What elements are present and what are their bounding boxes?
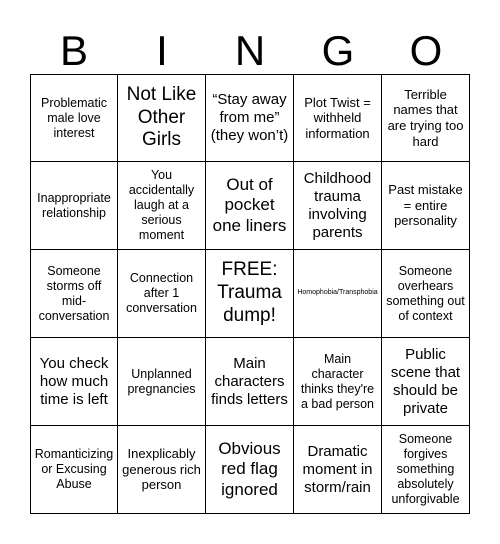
bingo-cell[interactable]: Main characters finds letters xyxy=(206,338,294,426)
header-letter-o: O xyxy=(409,27,443,74)
bingo-cell[interactable]: Dramatic moment in storm/rain xyxy=(294,426,382,514)
bingo-cell[interactable]: Someone overhears something out of context xyxy=(382,250,470,338)
bingo-cell[interactable]: Obvious red flag ignored xyxy=(206,426,294,514)
bingo-cell[interactable]: Someone forgives something absolutely unforgivable xyxy=(382,426,470,514)
bingo-cell[interactable]: Unplanned pregnancies xyxy=(118,338,206,426)
bingo-cell[interactable]: You check how much time is left xyxy=(30,338,118,426)
bingo-cell[interactable]: Homophobia/Transphobia xyxy=(294,250,382,338)
bingo-cell[interactable]: Out of pocket one liners xyxy=(206,162,294,250)
bingo-cell[interactable]: Past mistake = entire personality xyxy=(382,162,470,250)
header-letter-g: G xyxy=(321,27,355,74)
bingo-cell[interactable]: Not Like Other Girls xyxy=(118,74,206,162)
bingo-board xyxy=(30,74,470,514)
bingo-cell[interactable]: Romanticizing or Excusing Abuse xyxy=(30,426,118,514)
bingo-cell[interactable]: Someone storms off mid-conversation xyxy=(30,250,118,338)
bingo-cell[interactable]: You accidentally laugh at a serious moment xyxy=(118,162,206,250)
bingo-cell[interactable]: Inappropriate relationship xyxy=(30,162,118,250)
bingo-cell[interactable]: Connection after 1 conversation xyxy=(118,250,206,338)
bingo-cell[interactable]: Main character thinks they're a bad person xyxy=(294,338,382,426)
free-space-cell[interactable]: FREE: Trauma dump! xyxy=(206,250,294,338)
header-letter-n: N xyxy=(234,27,266,74)
bingo-cell[interactable]: Childhood trauma involving parents xyxy=(294,162,382,250)
bingo-header xyxy=(30,28,470,74)
bingo-cell[interactable]: Inexplicably generous rich person xyxy=(118,426,206,514)
bingo-cell[interactable]: Plot Twist = withheld information xyxy=(294,74,382,162)
bingo-cell[interactable]: “Stay away from me” (they won’t) xyxy=(206,74,294,162)
bingo-cell[interactable]: Terrible names that are trying too hard xyxy=(382,74,470,162)
bingo-cell[interactable]: Problematic male love interest xyxy=(30,74,118,162)
bingo-cell[interactable]: Public scene that should be private xyxy=(382,338,470,426)
header-letter-b: B xyxy=(59,27,88,74)
header-letter-i: I xyxy=(156,27,168,74)
